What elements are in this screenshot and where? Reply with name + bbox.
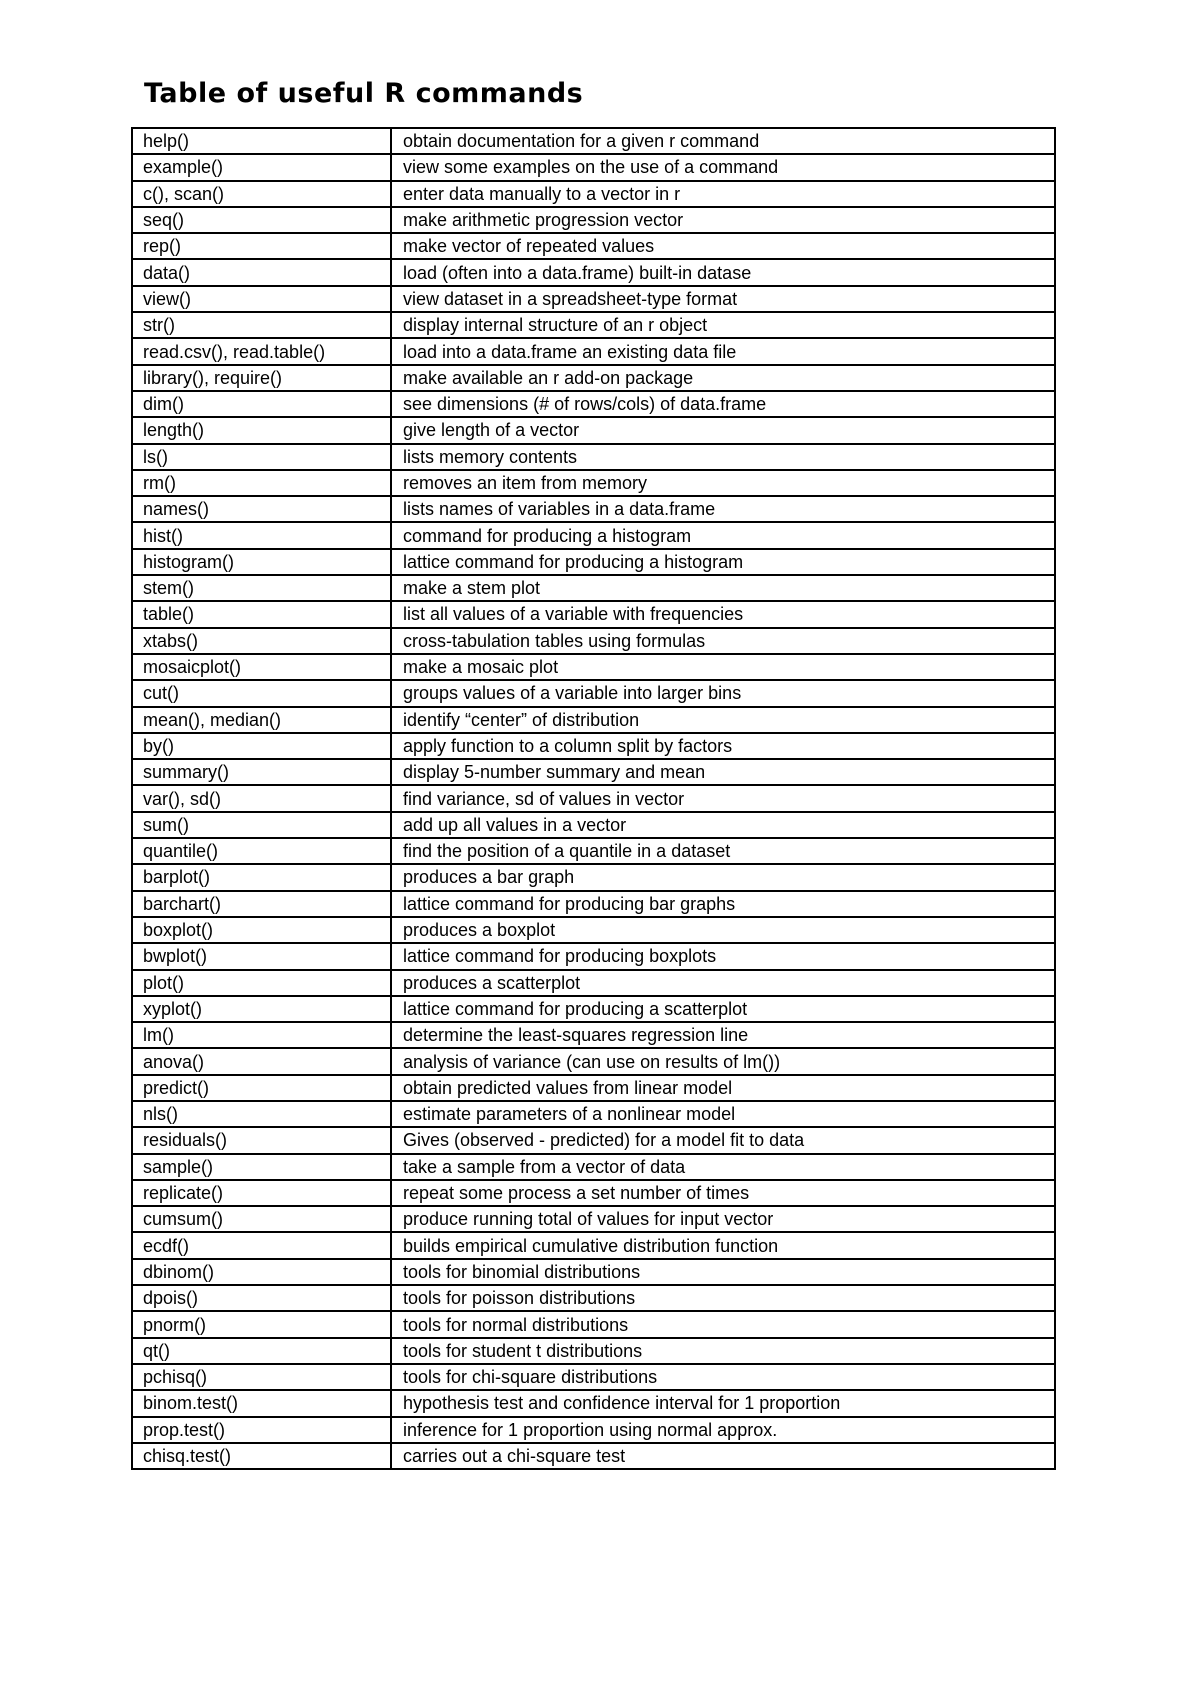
table-row (132, 575, 1055, 601)
table-row (132, 338, 1055, 364)
description-cell: obtain predicted values from linear model (391, 1075, 1055, 1101)
description-cell: make available an r add-on package (391, 365, 1055, 391)
description-cell: cross-tabulation tables using formulas (391, 628, 1055, 654)
command-cell: xtabs() (132, 628, 391, 654)
description-cell: take a sample from a vector of data (391, 1154, 1055, 1180)
command-cell: help() (132, 128, 391, 154)
description-cell: display 5-number summary and mean (391, 759, 1055, 785)
command-cell: dim() (132, 391, 391, 417)
command-cell: ecdf() (132, 1232, 391, 1258)
description-cell: load (often into a data.frame) built-in datase (391, 259, 1055, 285)
commands-table-body (132, 128, 1055, 1469)
table-row (132, 970, 1055, 996)
command-cell: pnorm() (132, 1311, 391, 1337)
command-cell: view() (132, 286, 391, 312)
table-row (132, 496, 1055, 522)
description-cell: find variance, sd of values in vector (391, 785, 1055, 811)
command-cell: example() (132, 154, 391, 180)
command-cell: quantile() (132, 838, 391, 864)
table-row (132, 864, 1055, 890)
description-cell: make a stem plot (391, 575, 1055, 601)
description-cell: add up all values in a vector (391, 812, 1055, 838)
command-cell: data() (132, 259, 391, 285)
description-cell: produces a bar graph (391, 864, 1055, 890)
description-cell: lattice command for producing a histogram (391, 549, 1055, 575)
command-cell: predict() (132, 1075, 391, 1101)
command-cell: cumsum() (132, 1206, 391, 1232)
commands-table (131, 127, 1056, 1470)
description-cell: tools for poisson distributions (391, 1285, 1055, 1311)
description-cell: tools for normal distributions (391, 1311, 1055, 1337)
table-row (132, 628, 1055, 654)
table-row (132, 312, 1055, 338)
command-cell: c(), scan() (132, 181, 391, 207)
description-cell: produce running total of values for input vector (391, 1206, 1055, 1232)
description-cell: produces a scatterplot (391, 970, 1055, 996)
command-cell: boxplot() (132, 917, 391, 943)
table-row (132, 1022, 1055, 1048)
command-cell: names() (132, 496, 391, 522)
description-cell: apply function to a column split by factors (391, 733, 1055, 759)
table-row (132, 1390, 1055, 1416)
table-row (132, 365, 1055, 391)
command-cell: by() (132, 733, 391, 759)
description-cell: lattice command for producing a scatterplot (391, 996, 1055, 1022)
table-row (132, 286, 1055, 312)
table-row (132, 996, 1055, 1022)
command-cell: dbinom() (132, 1259, 391, 1285)
description-cell: tools for student t distributions (391, 1338, 1055, 1364)
table-row (132, 1180, 1055, 1206)
command-cell: histogram() (132, 549, 391, 575)
description-cell: tools for binomial distributions (391, 1259, 1055, 1285)
table-row (132, 601, 1055, 627)
description-cell: make arithmetic progression vector (391, 207, 1055, 233)
description-cell: make vector of repeated values (391, 233, 1055, 259)
command-cell: hist() (132, 522, 391, 548)
table-row (132, 1101, 1055, 1127)
description-cell: make a mosaic plot (391, 654, 1055, 680)
table-row (132, 1206, 1055, 1232)
table-row (132, 1259, 1055, 1285)
description-cell: repeat some process a set number of times (391, 1180, 1055, 1206)
table-row (132, 1338, 1055, 1364)
description-cell: Gives (observed - predicted) for a model fit to data (391, 1127, 1055, 1153)
description-cell: inference for 1 proportion using normal approx. (391, 1417, 1055, 1443)
table-row (132, 812, 1055, 838)
command-cell: mosaicplot() (132, 654, 391, 680)
command-cell: binom.test() (132, 1390, 391, 1416)
command-cell: stem() (132, 575, 391, 601)
table-row (132, 207, 1055, 233)
description-cell: give length of a vector (391, 417, 1055, 443)
table-row (132, 838, 1055, 864)
command-cell: xyplot() (132, 996, 391, 1022)
command-cell: dpois() (132, 1285, 391, 1311)
table-row (132, 154, 1055, 180)
command-cell: summary() (132, 759, 391, 785)
description-cell: see dimensions (# of rows/cols) of data.frame (391, 391, 1055, 417)
table-row (132, 733, 1055, 759)
command-cell: lm() (132, 1022, 391, 1048)
description-cell: hypothesis test and confidence interval for 1 proportion (391, 1390, 1055, 1416)
table-row (132, 943, 1055, 969)
command-cell: residuals() (132, 1127, 391, 1153)
command-cell: mean(), median() (132, 707, 391, 733)
table-row (132, 1417, 1055, 1443)
table-row (132, 1443, 1055, 1469)
table-row (132, 891, 1055, 917)
description-cell: obtain documentation for a given r command (391, 128, 1055, 154)
command-cell: library(), require() (132, 365, 391, 391)
table-row (132, 680, 1055, 706)
table-row (132, 522, 1055, 548)
command-cell: nls() (132, 1101, 391, 1127)
table-row (132, 1232, 1055, 1258)
command-cell: length() (132, 417, 391, 443)
description-cell: lattice command for producing bar graphs (391, 891, 1055, 917)
command-cell: table() (132, 601, 391, 627)
command-cell: sample() (132, 1154, 391, 1180)
table-row (132, 1285, 1055, 1311)
table-row (132, 1311, 1055, 1337)
description-cell: produces a boxplot (391, 917, 1055, 943)
description-cell: carries out a chi-square test (391, 1443, 1055, 1469)
table-row (132, 417, 1055, 443)
description-cell: view some examples on the use of a command (391, 154, 1055, 180)
command-cell: seq() (132, 207, 391, 233)
command-cell: var(), sd() (132, 785, 391, 811)
command-cell: plot() (132, 970, 391, 996)
command-cell: bwplot() (132, 943, 391, 969)
description-cell: groups values of a variable into larger bins (391, 680, 1055, 706)
table-row (132, 391, 1055, 417)
table-row (132, 1048, 1055, 1074)
table-row (132, 549, 1055, 575)
command-cell: rm() (132, 470, 391, 496)
description-cell: identify “center” of distribution (391, 707, 1055, 733)
command-cell: pchisq() (132, 1364, 391, 1390)
description-cell: lattice command for producing boxplots (391, 943, 1055, 969)
table-row (132, 1127, 1055, 1153)
table-row (132, 181, 1055, 207)
command-cell: qt() (132, 1338, 391, 1364)
command-cell: sum() (132, 812, 391, 838)
command-cell: str() (132, 312, 391, 338)
description-cell: load into a data.frame an existing data file (391, 338, 1055, 364)
command-cell: barplot() (132, 864, 391, 890)
description-cell: lists names of variables in a data.frame (391, 496, 1055, 522)
table-row (132, 1364, 1055, 1390)
command-cell: chisq.test() (132, 1443, 391, 1469)
table-row (132, 444, 1055, 470)
description-cell: command for producing a histogram (391, 522, 1055, 548)
description-cell: analysis of variance (can use on results of lm()) (391, 1048, 1055, 1074)
description-cell: find the position of a quantile in a dataset (391, 838, 1055, 864)
command-cell: anova() (132, 1048, 391, 1074)
command-cell: replicate() (132, 1180, 391, 1206)
command-cell: barchart() (132, 891, 391, 917)
description-cell: lists memory contents (391, 444, 1055, 470)
table-row (132, 470, 1055, 496)
description-cell: tools for chi-square distributions (391, 1364, 1055, 1390)
table-row (132, 128, 1055, 154)
description-cell: display internal structure of an r object (391, 312, 1055, 338)
table-row (132, 1075, 1055, 1101)
command-cell: read.csv(), read.table() (132, 338, 391, 364)
description-cell: estimate parameters of a nonlinear model (391, 1101, 1055, 1127)
description-cell: removes an item from memory (391, 470, 1055, 496)
command-cell: cut() (132, 680, 391, 706)
table-row (132, 654, 1055, 680)
table-row (132, 759, 1055, 785)
description-cell: list all values of a variable with frequencies (391, 601, 1055, 627)
table-row (132, 917, 1055, 943)
command-cell: prop.test() (132, 1417, 391, 1443)
description-cell: determine the least-squares regression line (391, 1022, 1055, 1048)
page-title: Table of useful R commands (144, 78, 584, 109)
table-row (132, 233, 1055, 259)
table-row (132, 707, 1055, 733)
description-cell: builds empirical cumulative distribution function (391, 1232, 1055, 1258)
table-row (132, 1154, 1055, 1180)
description-cell: enter data manually to a vector in r (391, 181, 1055, 207)
description-cell: view dataset in a spreadsheet-type format (391, 286, 1055, 312)
command-cell: rep() (132, 233, 391, 259)
table-row (132, 785, 1055, 811)
command-cell: ls() (132, 444, 391, 470)
table-row (132, 259, 1055, 285)
